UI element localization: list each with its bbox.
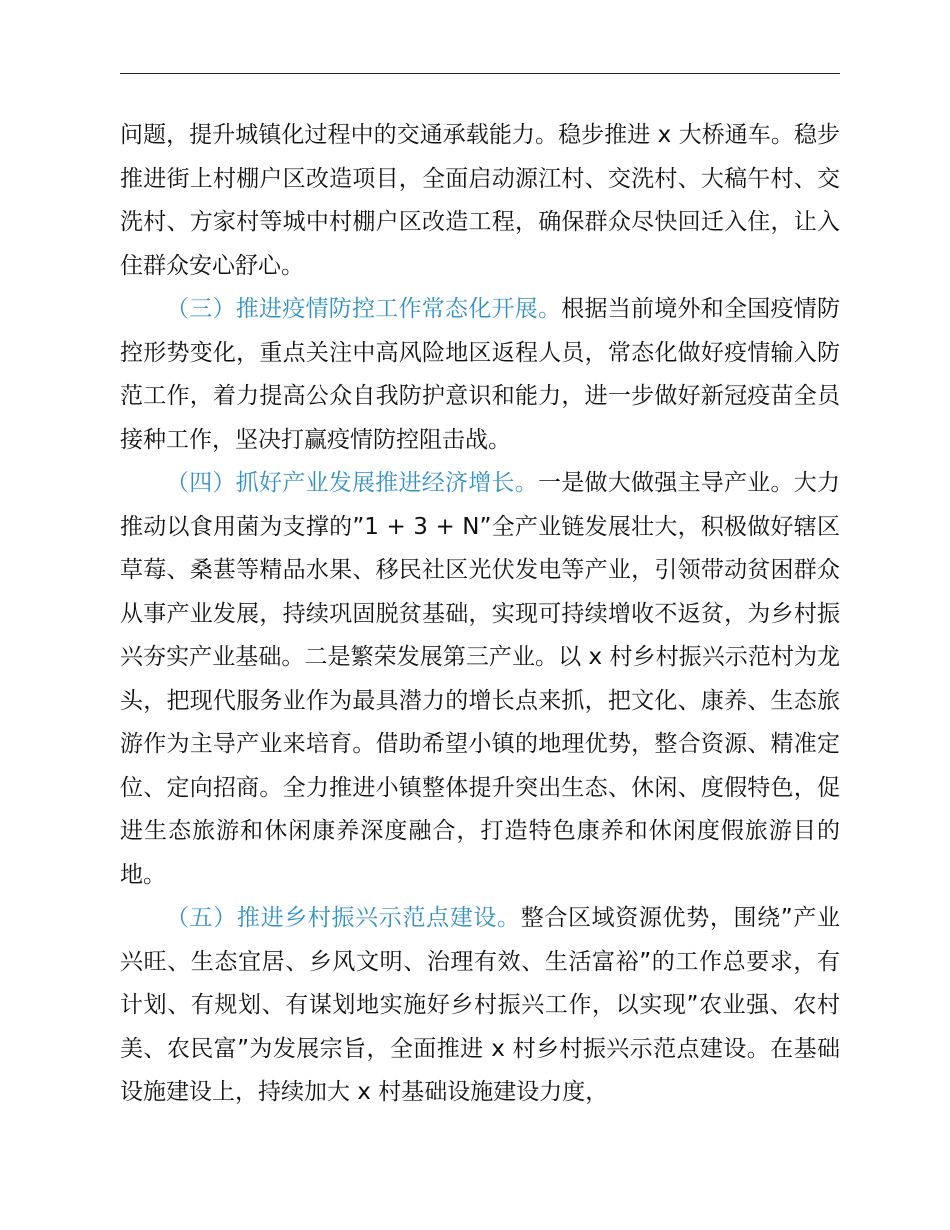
paragraph-text: 根据当前境外和全国疫情防控形势变化，重点关注中高风险地区返程人员，常态化做好疫情输入防范工作，着力提高公众自我防护意识和能力，进一步做好新冠疫苗全员接种工作，坚决打赢疫情防控阻击战。: [120, 296, 840, 453]
section-heading: （五）推进乡村振兴示范点建设。: [166, 905, 521, 931]
paragraph-text: 问题，提升城镇化过程中的交通承载能力。稳步推进 x 大桥通车。稳步推进街上村棚户区改造项目，全面启动源江村、交洗村、大稿午村、交洗村、方家村等城中村棚户区改造工程，确保群众尽快回迁入住，让入住群众安心舒心。: [120, 122, 840, 279]
paragraph-continuation: [120, 114, 840, 288]
paragraph-section-5: [120, 897, 840, 1115]
paragraph-text: 一是做大做强主导产业。大力推动以食用菌为支撑的”1 + 3 + N”全产业链发展壮大，积极做好辖区草莓、桑葚等精品水果、移民社区光伏发电等产业，引领带动贫困群众从事产业发展，持续巩固脱贫基础，实现可持续增收不返贫，为乡村振兴夯实产业基础。二是繁荣发展第三产业。以 x 村乡村振兴示范村为龙头，把现代服务业作为最具潜力的增长点来抓，把文化、康养、生态旅游作为主导产业来培育。借助希望小镇的地理优势，整合资源、精准定位、定向招商。全力推进小镇整体提升突出生态、休闲、度假特色，促进生态旅游和休闲康养深度融合，打造特色康养和休闲度假旅游目的地。: [120, 470, 840, 888]
paragraph-text: 整合区域资源优势，围绕”产业兴旺、生态宜居、乡风文明、治理有效、生活富裕”的工作总要求，有计划、有规划、有谋划地实施好乡村振兴工作，以实现”农业强、农村美、农民富”为发展宗旨，全面推进 x 村乡村振兴示范点建设。在基础设施建设上，持续加大 x 村基础设施建设力度，: [120, 905, 840, 1105]
paragraph-section-3: [120, 288, 840, 462]
section-heading: （四）抓好产业发展推进经济增长。: [166, 470, 538, 496]
header-rule: [120, 73, 840, 74]
section-heading: （三）推进疫情防控工作常态化开展。: [166, 296, 562, 322]
document-body: [120, 114, 840, 1115]
paragraph-section-4: [120, 462, 840, 897]
